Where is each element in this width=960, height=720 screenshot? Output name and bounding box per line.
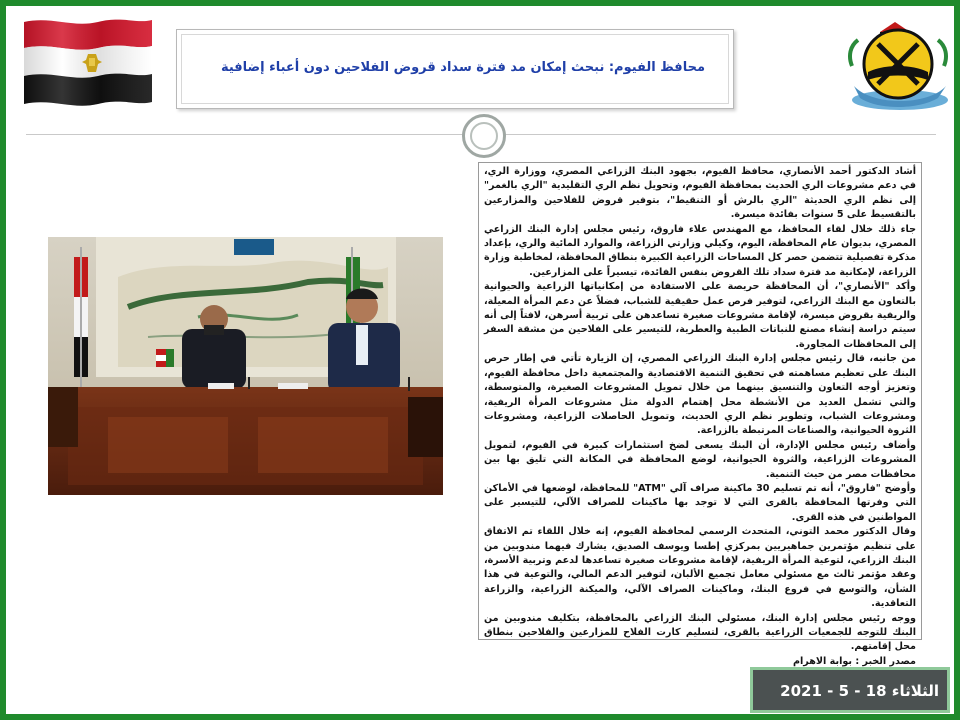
article-source: مصدر الخبر : بوابة الاهرام [792,655,916,667]
article-paragraph: وقال الدكتور محمد التوني، المتحدث الرسمي لمحافظة الفيوم، إنه خلال اللقاء تم الاتفاق على تنظيم مؤتمرين جماهيريين بمركزي إطسا ويوسف الصديق، يشارك فيهما مندوبين من البنك الزراعي، لتوعية المرأة الريفية، لإقامة مشروعات صغيرة تساعدها لدعم وتربية الأسرة، وعقد مؤتمر ثالث مع مسئولي معامل تجميع الألبان، لتوفير الدعم المالي، والتوعية في هذا الشأن، والتوسع في فروع البنك، وماكينات الصراف الآلي، والميكنة الزراعية، والزراعة التعاقدية. [484,526,916,610]
article-paragraph: وأكد "الأنصاري"، أن المحافظة حريصة على الاستفادة من إمكانياتها الزراعية والحيوانية بالتعاون مع البنك الزراعي، لتوفير فرص عمل حقيقية للشباب، فضلاً عن دعم المرأة المعيلة، والريفية بقروض ميسرة، لإقامة مشروعات صغيرة تساعدهن على تربية أسرهن، لافتاً إلى أنه سيتم دراسة إنشاء مصنع للنباتات الطبية والعطرية، للتيسير على الفلاحين من مشقة السفر إلى المحافظات المجاورة. [484,281,916,350]
article-paragraph: وأوضح "فاروق"، أنه تم تسليم 30 ماكينة صراف آلي "ATM" للمحافظة، لوضعها في الأماكن التي وفرتها المحافظة بالقرى التي لا توجد بها ماكينات للصراف الآلي، للتيسير على المواطنين في هذه القرى. [484,482,916,523]
article-paragraph: أشاد الدكتور أحمد الأنصاري، محافظ الفيوم، بجهود البنك الزراعي المصري، ووزارة الري، في دعم مشروعات الري الحديث بمحافظة الفيوم، وتحويل نظم الري التقليدية "الري بالغمر" إلى نظم الري الحديثة "الري بالرش أو التنقيط"، بتوفير قروض للفلاحين والمزارعين بالتقسيط على 5 سنوات بفائدة ميسرة. [484,166,916,221]
egypt-flag-icon [22,16,154,108]
article-paragraph: من جانبه، قال رئيس مجلس إدارة البنك الزراعي المصري، إن الزيارة تأتي في إطار حرص البنك على تعظيم مساهمته في تحقيق التنمية الاقتصادية والمجتمعية داخل محافظة الفيوم، وتعزيز أوجه التعاون والتنسيق بينهما من خلال تمويل المشروعات الصغيرة، والمتوسطة، والتي تشمل العديد من الأنشطة محل إهتمام الدولة مثل مشروعات المرأة الريفية، ومشروعات الشباب، وتطوير نظم الري الحديث، وتمويل الحاصلات الزراعية، ومشروعات الثروة الحيوانية، والصناعات المرتبطة بالزراعة. [484,353,916,437]
article-paragraph: ووجه رئيس مجلس إدارة البنك، مسئولي البنك الزراعي بالمحافظة، بتكليف مندوبين من البنك للتوجه للجمعيات الزراعية بالقرى، لتسليم كارت الفلاح للمزارعين والفلاحين بنطاق محل إقامتهم. [484,612,916,653]
publish-date: الثلاثاء 18 - 5 - 2021 [780,682,939,700]
article-paragraph: جاء ذلك خلال لقاء المحافظ، مع المهندس علاء فاروق، رئيس مجلس إدارة البنك الزراعي المصري، بديوان عام المحافظة، اليوم، وكيلي وزارتي الزراعة، والموارد المائية والري، بإعداد مذكرة تفصيلية تتضمن حصر كل المساحات الزراعية الكبيرة بنطاق المحافظة، لمخاطبة وزارة الزراعة، لإمكانية مد فترة سداد تلك القروض بنفس الفائدة، تيسيراً على المزارعين. [484,223,916,278]
headline-title: محافظ الفيوم: نبحث إمكان مد فترة سداد قروض الفلاحين دون أعباء إضافية [220,60,705,75]
article-body [478,162,922,667]
meeting-photo-icon [48,237,443,495]
article-paragraph: وأضاف رئيس مجلس الإدارة، أن البنك يسعى لضخ استثمارات كبيرة في الفيوم، لتمويل المشروعات الزراعية، والثروة الحيوانية، لوضع المحافظة في المكانة التي تليق بها بين محافظات مصر من حيث التنمية. [484,439,916,480]
governorate-logo-icon [838,16,952,112]
divider-ring-icon [462,114,506,158]
date-bar [750,667,950,713]
headline-box [176,29,734,109]
